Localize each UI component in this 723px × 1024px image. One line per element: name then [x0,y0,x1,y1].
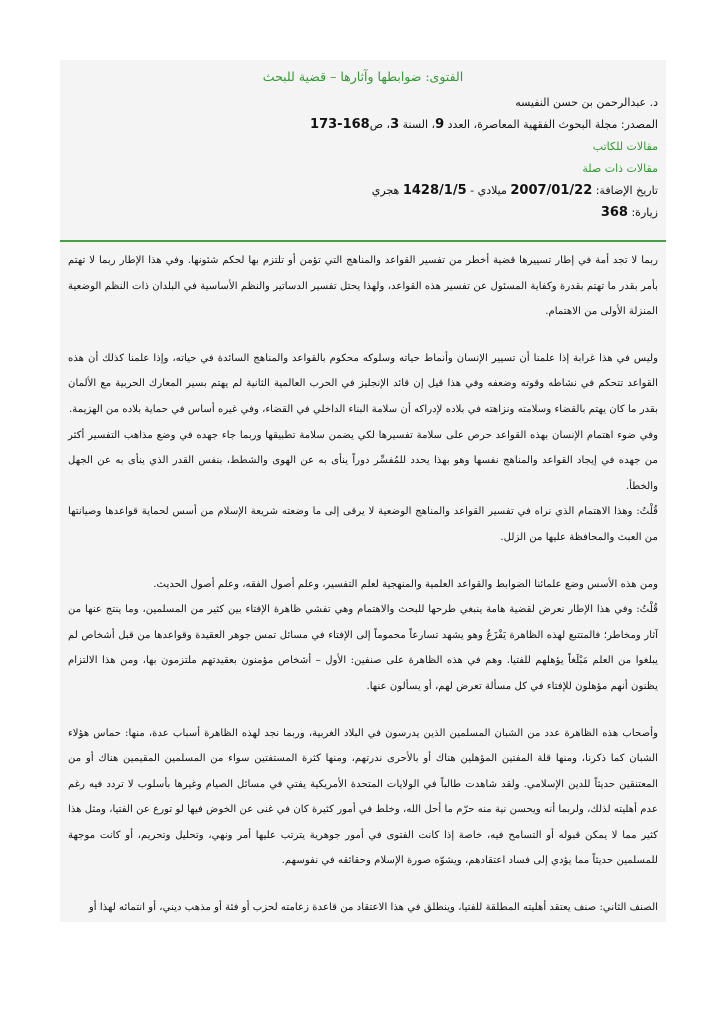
year-number: 3 [390,117,400,132]
visits-count: 368 [600,205,628,220]
visits-line [68,202,658,224]
paragraph-7: وأصحاب هذه الظاهرة عدد من الشبان المسلمين الذين يدرسون في البلاد الغربية، وربما نجد لهذه الظاهرة أسباب عدة، منها: حماس هؤلاء الشبان كما ذكرنا، ومنها قلة المفتين المؤهلين هناك أو بالأحرى ندرتهم، ومنها كثرة المستفتين سواء من المسلمين المقيمين هناك أو من المعتنقين حديثاً للدين الإسلامي. ولقد شاهدت طالباً في الولايات المتحدة الأمريكية يفتي في مسائل الصيام وغيرها بأسلوب لا تردد فيه رغم عدم أهليته لذلك، ولربما أنه ويحسن نية منه حرّم ما أحل الله، وخلط في أمور كثيرة كان في غنى عن الخوض فيها لو تورع عن الفتيا، ومثل هذا كثير مما لا يمكن قبوله أو التسامح فيه، خاصة إذا كانت الفتوى في أمور جوهرية يترتب عليها أمر ونهي، وتحليل وتحريم، أو كانت موجهة للمسلمين حديثاً مما يؤدي إلى فساد اعتقادهم، ويشوّه صورة الإسلام وحقائقه في نفوسهم. [68,727,658,867]
visits-label: زيارة: [627,206,658,219]
article-body [60,242,666,921]
issue-number: 9 [435,117,445,132]
source-line [68,114,658,136]
year-prefix: ، السنة [399,118,436,131]
paragraph-4: قُلْتُ: وهذا الاهتمام الذي نراه في تفسير القواعد والمناهج الوضعية لا يرقى إلى ما وضعته شريعة الإسلام من أسس لحماية قواعدها وصيانتها من العبث والمحافظة عليها من الزلل. [68,506,658,543]
author: د. عبدالرحمن بن حسن النفيسه [515,96,658,109]
source-prefix: المصدر: مجلة البحوث الفقهية المعاصرة، العدد [444,118,658,131]
date-suffix: هجري [371,184,403,197]
date-prefix: تاريخ الإضافة: [592,184,658,197]
pages-range: 168-173 [310,117,370,132]
paragraph-6: قُلْتُ: وفي هذا الإطار نعرض لقضية هامة ينبغي طرحها للبحث والاهتمام وهي تفشي ظاهرة الإفتاء بين كثير من المسلمين، وما ينتج عنها من آثار ومخاطر؛ فالمتتبع لهذه الظاهرة يَفْزَعُ وهو يشهد تسارعاً محموماً إلى الإفتاء في مسائل تمس جوهر العقيدة وقواعدها من قبل أشخاص لم يبلغوا من العلم مَبْلَغاً يؤهلهم للفتيا. وهم في هذه الظاهرة على صنفين: الأول – أشخاص مؤمنون بعقيدتهم ملتزمون بها، ومن هذا الالتزام يظنون أنهم مؤهلون للإفتاء في كل مسألة تعرض لهم، أو يسألون عنها. [68,604,658,692]
paragraph-1: ربما لا تجد أمة في إطار تسييرها قضية أخطر من تفسير القواعد والمناهج التي تؤمن أو تلتزم بها لحكم شئونها. وفي هذا الإطار ربما لا تهتم بأمر بقدر ما تهتم بقدرة وكفاية المسئول عن تفسير هذه القواعد، ولهذا يحتل تفسير الدساتير والنظم الأساسية في البلدان ذات النظم الوضعية المنزلة الأولى من الاهتمام. [68,255,658,318]
paragraph-8: الصنف الثاني: صنف يعتقد أهليته المطلقة للفتيا، وينطلق في هذا الاعتقاد من قاعدة زعامته لحزب أو فئة أو مذهب ديني، أو انتمائه لهذا أو [88,902,658,914]
date-line [68,180,658,202]
related-articles-link[interactable]: مقالات ذات صلة [582,162,658,175]
date-hijri: 1428/1/5 [402,183,467,198]
pages-prefix: ، ص [369,118,391,131]
article-header [60,60,666,240]
paragraph-2: وليس في هذا غرابة إذا علمنا أن تسيير الإنسان وأنماط حياته وسلوكه محكوم بالقواعد والمناهج السائدة في حياته، وإذا علمنا كذلك أن هذه القواعد تتحكم في نشاطه وقوته وضعفه وفي هذا قيل إن قائد الإنجليز في الحرب العالمية الثانية لم يهتم بسير المعارك الحربية مع الألمان بقدر ما كان يهتم بالقضاء وسلامته ونزاهته في بلاده لإدراكه أن سلامة البناء الداخلي في القضاء، وفي غيره أساس في حماية بلاده من الهزيمة. [68,352,658,415]
writer-articles-link[interactable]: مقالات للكاتب [592,140,658,153]
document-page [60,60,666,922]
date-middle: ميلادي - [466,184,511,197]
paragraph-5: ومن هذه الأسس وضع علمائنا الضوابط والقواعد العلمية والمنهجية لعلم التفسير، وعلم أصول الفقه، وعلم أصول الحديث. [153,578,658,590]
article-title: الفتوى: ضوابطها وآثارها – قضية للبحث [262,69,464,84]
date-gregorian: 2007/01/22 [510,183,593,198]
paragraph-3: وفي ضوء اهتمام الإنسان بهذه القواعد حرص على سلامة تفسيرها لكي يضمن سلامة تطبيقها وربما جاء جهده في وضع مذاهب التفسير أكثر من جهده في إيجاد القواعد والمناهج نفسها وهو بهذا يحدد للمُفسِّر دوراً ينأى به عن الهوى والشطط، بنفس القدر الذي ينأى به عن الجهل والخطأ. [68,429,658,492]
